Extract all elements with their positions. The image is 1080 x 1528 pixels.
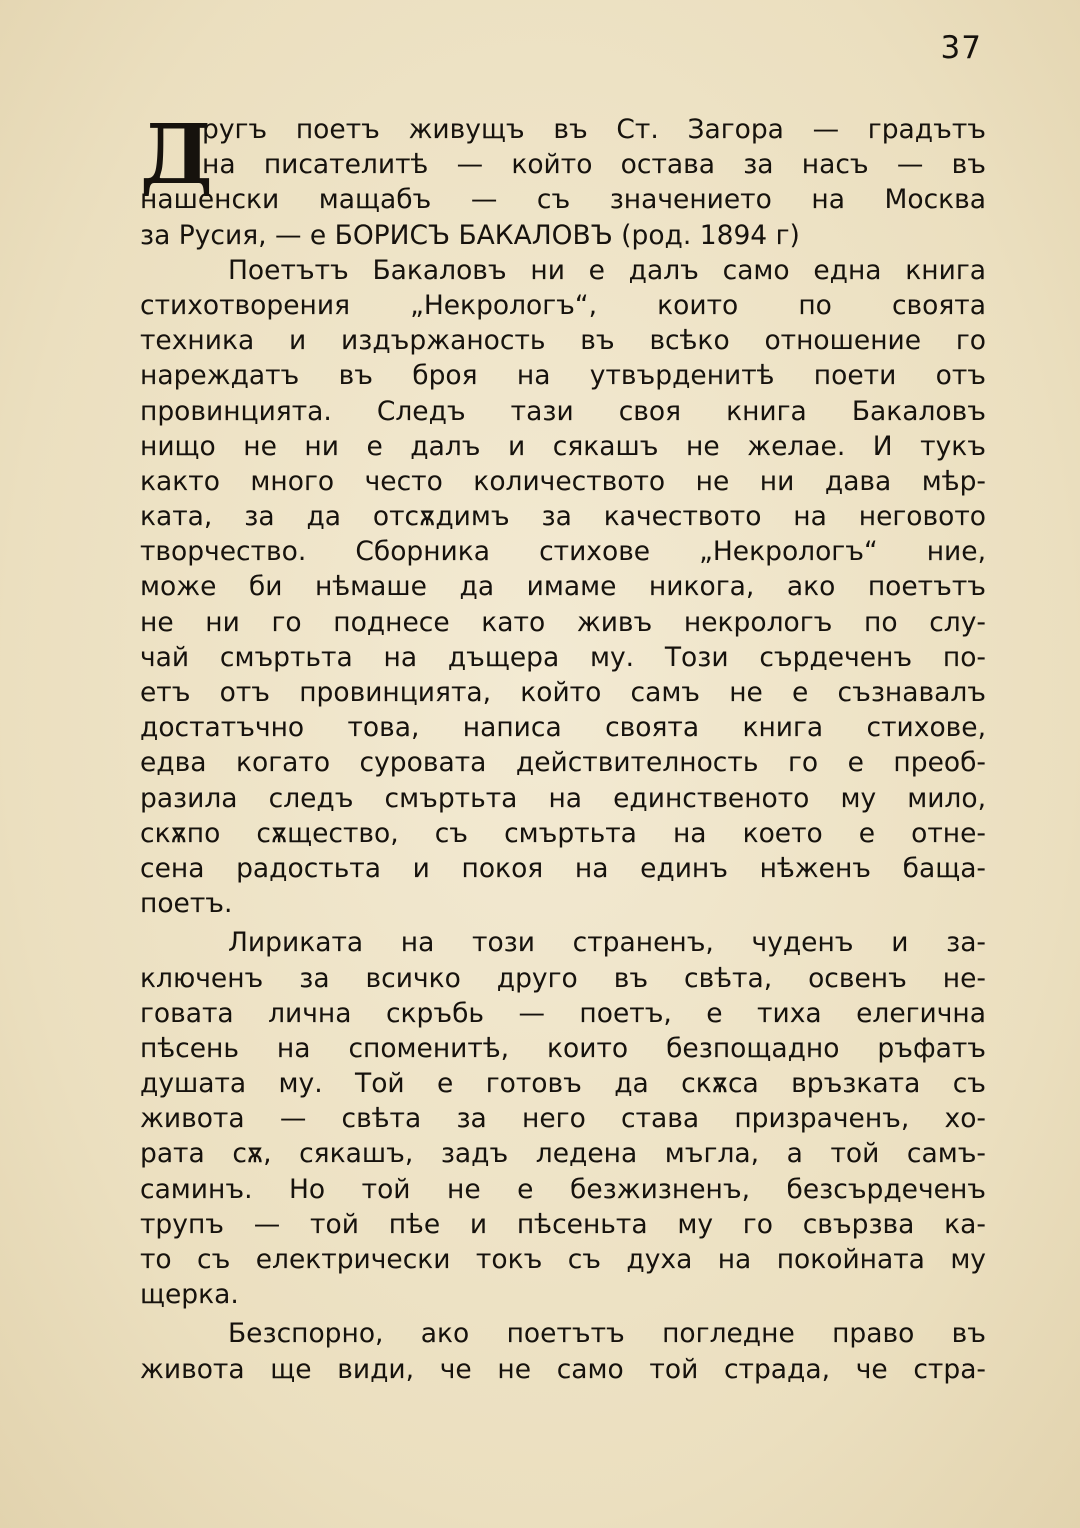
text-line: скѫпо сѫщество, съ смъртьта на което е отне- (140, 817, 986, 849)
text-line: разила следъ смъртьта на единственото му мило, (140, 782, 986, 814)
text-line: трупъ — той пѣе и пѣсеньта му го свързва ка- (140, 1208, 986, 1240)
text-line: то съ електрически токъ съ духа на покойната му (140, 1244, 986, 1275)
text-line: не ни го поднесе като живъ некрологъ по слу- (140, 606, 986, 638)
text-line: Лириката на този страненъ, чуденъ и за- (228, 927, 986, 959)
text-line: душата му. Той е готовъ да скѫса връзката съ (140, 1068, 986, 1100)
drop-cap: Д (140, 107, 213, 203)
text-line: рата сѫ, сякашъ, задъ ледена мъгла, а той самъ- (140, 1138, 986, 1170)
text-line: чай смъртьта на дъщера му. Този сърдеченъ по- (140, 641, 986, 673)
text-line: щерка. (140, 1279, 239, 1311)
text-line: нашенски мащабъ — съ значението на Москва (140, 184, 986, 216)
text-line: говата лична скръбь — поетъ, е тиха елегична (140, 997, 986, 1029)
text-line: нищо не ни е далъ и сякашъ не желае. И тукъ (140, 430, 986, 462)
text-line: ругъ поетъ живущъ въ Ст. Загора — градътъ (202, 114, 986, 145)
text-line: нареждатъ въ броя на утвърденитѣ поети отъ (140, 360, 986, 392)
text-line: етъ отъ провинцията, който самъ не е съзнавалъ (140, 677, 986, 708)
text-line: пѣсень на споменитѣ, които безпощадно ръфатъ (140, 1032, 986, 1064)
text-line: за Русия, — е БОРИСЪ БАКАЛОВЪ (род. 1894 г) (140, 219, 800, 251)
text-line: провинцията. Следъ тази своя книга Бакаловъ (140, 395, 986, 427)
page-number: 37 (940, 30, 982, 66)
text-line: стихотворения „Некрологъ“, които по своята (140, 289, 986, 321)
text-line: саминъ. Но той не е безжизненъ, безсърдеченъ (140, 1173, 986, 1205)
text-line: живота — свѣта за него става призраченъ, хо- (140, 1103, 986, 1135)
text-line: ката, за да отсѫдимъ за качеството на неговото (140, 501, 986, 533)
text-line: както много често количеството не ни дава мѣр- (140, 465, 986, 497)
text-line: поетъ. (140, 888, 233, 920)
text-line: едва когато суровата действителность го е преоб- (140, 747, 986, 779)
text-line: може би нѣмаше да имаме никога, ако поетътъ (140, 571, 986, 603)
text-line: сена радостьта и покоя на единъ нѣженъ баща- (140, 852, 986, 884)
text-line: Поетътъ Бакаловъ ни е далъ само една книга (228, 254, 986, 286)
text-line: техника и издържаность въ всѣко отношение го (140, 325, 986, 357)
text-line: Безспорно, ако поетътъ погледне право въ (228, 1318, 986, 1350)
text-line: творчество. Сборника стихове „Некрологъ“ ние, (140, 536, 986, 568)
text-line: на писателитѣ — който остава за насъ — въ (202, 149, 986, 181)
text-line: достатъчно това, написа своята книга стихове, (140, 712, 986, 744)
text-line: ключенъ за всичко друго въ свѣта, освенъ не- (140, 962, 986, 994)
text-line: живота ще види, че не само той страда, че стра- (140, 1353, 986, 1385)
body-text (140, 107, 986, 1387)
